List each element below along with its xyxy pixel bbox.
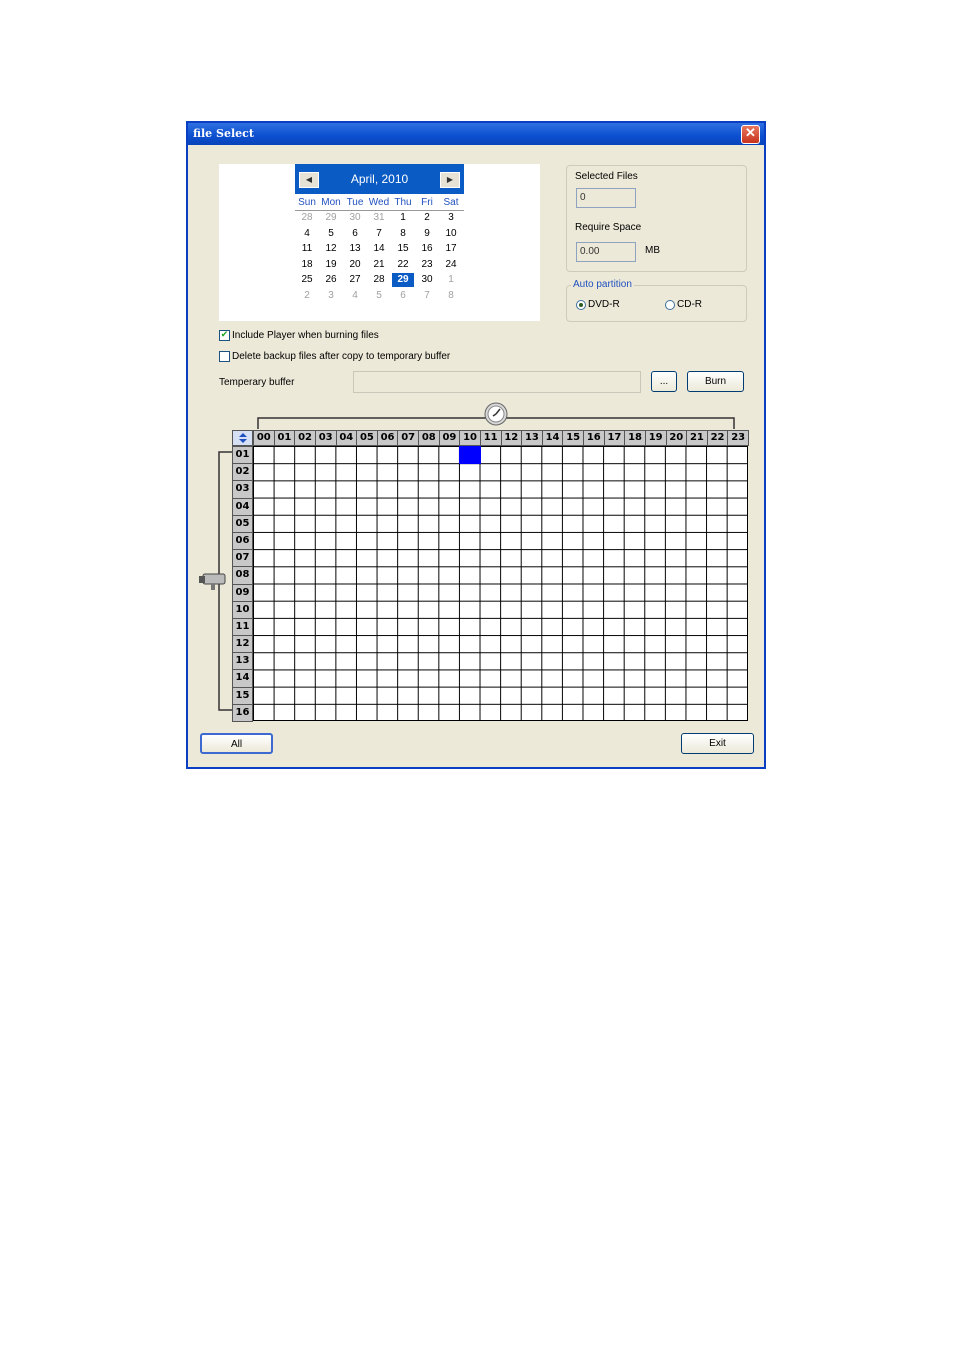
hour-header[interactable]: 14 xyxy=(542,430,564,446)
calendar-day[interactable]: 20 xyxy=(349,258,361,270)
calendar-header xyxy=(295,164,464,194)
hour-header[interactable]: 12 xyxy=(501,430,523,446)
calendar-day[interactable]: 8 xyxy=(400,227,406,239)
calendar-day-selected[interactable]: 29 xyxy=(392,273,414,287)
calendar-day[interactable]: 28 xyxy=(301,212,313,223)
camera-header[interactable]: 15 xyxy=(232,687,253,705)
include-player-checkbox[interactable]: ✔ xyxy=(220,330,229,340)
calendar-day[interactable]: 30 xyxy=(349,212,361,223)
clock-icon[interactable] xyxy=(484,402,508,426)
calendar-day[interactable]: 12 xyxy=(325,243,337,254)
calendar-day[interactable]: 6 xyxy=(400,289,406,301)
close-button[interactable]: ✕ xyxy=(741,125,760,144)
weekday-label: Sat xyxy=(443,197,459,208)
weekday-label: Wed xyxy=(368,197,390,208)
weekday-label: Mon xyxy=(321,197,341,208)
hour-header[interactable]: 07 xyxy=(397,430,419,446)
cd-r-radio[interactable] xyxy=(665,300,675,310)
camera-header[interactable]: 01 xyxy=(232,446,253,464)
calendar-day[interactable]: 24 xyxy=(445,258,457,270)
calendar-day[interactable]: 21 xyxy=(373,258,385,270)
camera-header[interactable]: 03 xyxy=(232,480,253,498)
camera-header[interactable]: 14 xyxy=(232,669,253,687)
calendar-day[interactable]: 28 xyxy=(373,274,385,285)
camera-header[interactable]: 05 xyxy=(232,515,253,533)
camera-header[interactable]: 13 xyxy=(232,652,253,670)
hour-header[interactable]: 00 xyxy=(253,430,275,446)
exit-button[interactable]: Exit xyxy=(681,733,754,754)
camera-header[interactable]: 10 xyxy=(232,601,253,619)
delete-backup-checkbox[interactable] xyxy=(219,351,230,362)
hour-header[interactable]: 18 xyxy=(624,430,646,446)
calendar-day[interactable]: 13 xyxy=(349,243,361,254)
hour-header[interactable]: 23 xyxy=(727,430,749,446)
require-space-field: 0.00 xyxy=(576,242,636,262)
prev-month-button[interactable]: ◀ xyxy=(299,172,319,188)
calendar-day[interactable]: 17 xyxy=(445,243,457,254)
calendar-month-label: April, 2010 xyxy=(350,172,409,186)
calendar-day[interactable]: 30 xyxy=(421,274,433,285)
calendar-day[interactable]: 18 xyxy=(301,258,313,270)
schedule-grid[interactable] xyxy=(253,446,748,721)
calendar-weekday-row xyxy=(295,196,464,211)
camera-header[interactable]: 06 xyxy=(232,532,253,550)
calendar-day[interactable]: 10 xyxy=(445,227,457,239)
hour-header[interactable]: 16 xyxy=(583,430,605,446)
include-player-label: Include Player when burning files xyxy=(232,330,379,341)
calendar-day[interactable]: 25 xyxy=(301,274,313,285)
calendar-day[interactable]: 19 xyxy=(325,258,337,270)
hour-header[interactable]: 03 xyxy=(315,430,337,446)
calendar-day[interactable]: 1 xyxy=(400,212,406,223)
calendar-day[interactable]: 7 xyxy=(376,227,382,239)
hour-header[interactable]: 22 xyxy=(707,430,729,446)
calendar-day[interactable]: 3 xyxy=(448,212,454,223)
dvd-r-label: DVD-R xyxy=(588,299,620,310)
calendar-day[interactable]: 15 xyxy=(397,243,409,254)
selected-files-field: 0 xyxy=(576,188,636,208)
weekday-label: Tue xyxy=(346,197,364,208)
calendar-day[interactable]: 2 xyxy=(304,289,310,301)
calendar-day[interactable]: 4 xyxy=(352,289,358,301)
hour-header[interactable]: 21 xyxy=(686,430,708,446)
calendar-day[interactable]: 5 xyxy=(376,289,382,301)
delete-backup-label: Delete backup files after copy to temporary buffer xyxy=(232,351,451,362)
calendar-day[interactable]: 31 xyxy=(373,212,385,223)
calendar-day[interactable]: 1 xyxy=(448,274,454,285)
hour-header-row xyxy=(253,430,748,446)
hour-header[interactable]: 20 xyxy=(666,430,688,446)
hour-header[interactable]: 05 xyxy=(356,430,378,446)
selected-files-label: Selected Files xyxy=(575,171,638,182)
calendar-day[interactable]: 5 xyxy=(328,227,334,239)
calendar-day[interactable]: 23 xyxy=(421,258,433,270)
camera-header-column xyxy=(232,446,253,721)
calendar-day[interactable]: 2 xyxy=(424,212,430,223)
selected-grid-cell[interactable] xyxy=(459,446,481,464)
hour-header[interactable]: 13 xyxy=(521,430,543,446)
calendar-day[interactable]: 14 xyxy=(373,243,385,254)
cd-r-label: CD-R xyxy=(677,299,702,310)
dvd-r-radio[interactable] xyxy=(576,300,586,310)
calendar-day[interactable]: 8 xyxy=(448,289,454,301)
weekday-label: Fri xyxy=(421,197,433,208)
calendar-day[interactable]: 26 xyxy=(325,274,337,285)
hour-header[interactable]: 01 xyxy=(274,430,296,446)
calendar-day[interactable]: 4 xyxy=(304,227,310,239)
calendar-day[interactable]: 9 xyxy=(424,227,430,239)
hour-header[interactable]: 02 xyxy=(294,430,316,446)
hour-header[interactable]: 15 xyxy=(562,430,584,446)
camera-header[interactable]: 12 xyxy=(232,635,253,653)
window-title: file Select xyxy=(193,127,254,140)
title-bar[interactable] xyxy=(188,123,764,145)
unit-label: MB xyxy=(645,245,660,256)
hour-header[interactable]: 06 xyxy=(377,430,399,446)
calendar-day[interactable]: 11 xyxy=(301,243,313,254)
calendar-day[interactable]: 16 xyxy=(421,243,433,254)
next-month-button[interactable]: ▶ xyxy=(440,172,460,188)
hour-header[interactable]: 19 xyxy=(645,430,667,446)
camera-header[interactable]: 11 xyxy=(232,618,253,636)
hour-header[interactable]: 08 xyxy=(418,430,440,446)
hour-header[interactable]: 09 xyxy=(439,430,461,446)
hour-header[interactable]: 17 xyxy=(604,430,626,446)
calendar-day[interactable]: 29 xyxy=(325,212,337,223)
browse-button[interactable]: ... xyxy=(651,371,677,392)
temporary-buffer-label: Temperary buffer xyxy=(219,377,295,388)
calendar-day[interactable]: 6 xyxy=(352,227,358,239)
all-button[interactable]: All xyxy=(200,733,273,754)
calendar-day[interactable]: 22 xyxy=(397,258,409,270)
auto-partition-label: Auto partition xyxy=(573,279,632,290)
camera-header[interactable]: 08 xyxy=(232,566,253,584)
require-space-label: Require Space xyxy=(575,222,642,233)
camera-header[interactable]: 02 xyxy=(232,463,253,481)
hour-header[interactable]: 10 xyxy=(459,430,481,446)
weekday-label: Sun xyxy=(298,197,316,208)
hour-header[interactable]: 04 xyxy=(336,430,358,446)
hour-header[interactable]: 11 xyxy=(480,430,502,446)
calendar-day[interactable]: 7 xyxy=(424,289,430,301)
updown-arrows-icon[interactable] xyxy=(232,430,253,446)
camera-header[interactable]: 09 xyxy=(232,584,253,602)
camera-header[interactable]: 04 xyxy=(232,498,253,516)
weekday-label: Thu xyxy=(394,197,412,208)
temporary-buffer-input[interactable] xyxy=(353,371,641,393)
calendar-day[interactable]: 3 xyxy=(328,289,334,301)
cctv-camera-icon[interactable] xyxy=(197,568,229,592)
calendar-day[interactable]: 27 xyxy=(349,274,361,285)
camera-header[interactable]: 16 xyxy=(232,704,253,722)
burn-button[interactable]: Burn xyxy=(687,371,744,392)
calendar-day-grid xyxy=(295,211,464,305)
camera-header[interactable]: 07 xyxy=(232,549,253,567)
